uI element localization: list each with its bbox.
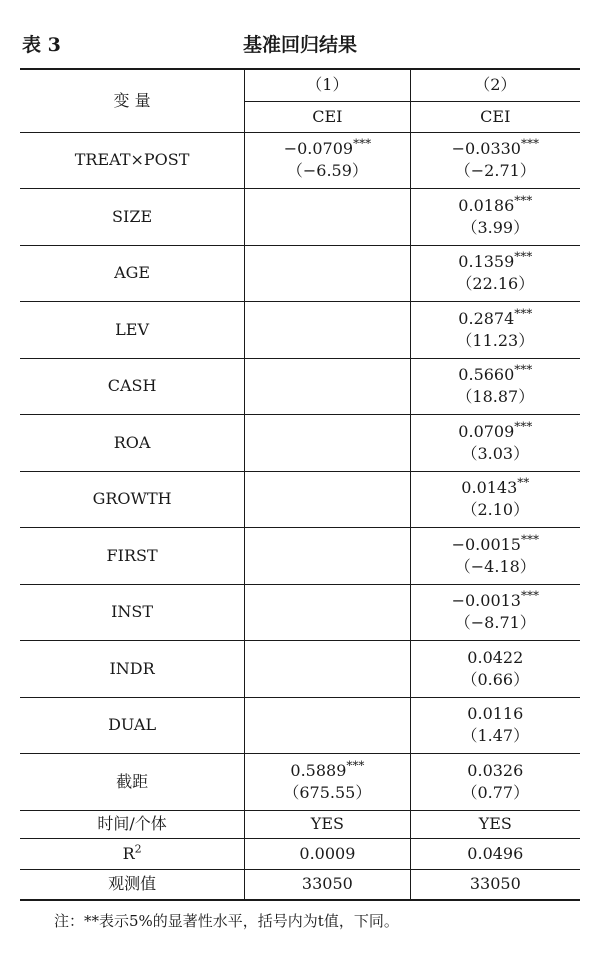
coefficient <box>411 421 580 443</box>
estimate-cell-c1 <box>245 302 410 359</box>
significance-stars: *** <box>520 588 539 603</box>
coefficient-value: 0.0709 <box>458 421 515 441</box>
significance-stars: *** <box>520 136 539 151</box>
fixed-effects-row <box>20 810 580 838</box>
table-row <box>20 528 580 585</box>
estimate-cell-c2 <box>410 302 580 359</box>
variable-name: 截距 <box>20 754 245 811</box>
dep-var-2: CEI <box>410 101 580 132</box>
coefficient <box>411 138 580 160</box>
significance-stars: *** <box>520 532 539 547</box>
header-row-1 <box>20 69 580 101</box>
estimate-cell-c2 <box>410 697 580 754</box>
significance-stars: *** <box>353 136 372 151</box>
variable-name: CASH <box>20 358 245 415</box>
coefficient-value: −0.0709 <box>283 139 354 159</box>
table-row <box>20 302 580 359</box>
estimate-cell-c1 <box>245 189 410 246</box>
estimate-cell-c1 <box>245 415 410 472</box>
estimate-cell-c2 <box>410 132 580 189</box>
table-number: 表 3 <box>22 34 61 56</box>
r2-label-base: R <box>122 843 135 863</box>
significance-stars: *** <box>514 249 533 264</box>
coefficient <box>411 195 580 217</box>
coefficient-value: 0.5660 <box>458 365 515 385</box>
table-note: 注：**表示5%的显著性水平，括号内为t值，下同。 <box>54 912 399 930</box>
coefficient-value: 0.2874 <box>458 308 515 328</box>
estimate-cell-c2 <box>410 641 580 698</box>
r2-col1: 0.0009 <box>245 838 410 869</box>
estimate-cell-c2 <box>410 358 580 415</box>
estimate-cell-c1 <box>245 132 410 189</box>
significance-stars: *** <box>346 758 365 773</box>
variable-name: FIRST <box>20 528 245 585</box>
r2-row <box>20 838 580 869</box>
coefficient <box>411 251 580 273</box>
coefficient <box>245 760 409 782</box>
coefficient-value: 0.5889 <box>290 760 347 780</box>
variable-name: DUAL <box>20 697 245 754</box>
dep-var-1: CEI <box>245 101 410 132</box>
fixed-effects-col1: YES <box>245 810 410 838</box>
coefficient-value: −0.0330 <box>451 139 521 159</box>
coefficient-value: 0.0143 <box>461 478 518 498</box>
estimate-cell-c2 <box>410 471 580 528</box>
t-statistic: （−8.71） <box>454 613 536 633</box>
coefficient-value: −0.0013 <box>451 591 521 611</box>
t-statistic: （675.55） <box>283 782 372 802</box>
t-statistic: （2.10） <box>461 500 530 520</box>
table-row <box>20 641 580 698</box>
coefficient <box>411 590 580 612</box>
fixed-effects-col2: YES <box>410 810 580 838</box>
coefficient <box>411 703 580 725</box>
coefficient-value: 0.0326 <box>467 760 524 780</box>
t-statistic: （22.16） <box>456 274 535 294</box>
coefficient <box>411 760 580 782</box>
table-row <box>20 415 580 472</box>
coefficient <box>411 477 580 499</box>
coefficient-value: 0.1359 <box>458 252 515 272</box>
significance-stars: *** <box>514 419 533 434</box>
variable-name: GROWTH <box>20 471 245 528</box>
coefficient <box>411 364 580 386</box>
obs-row <box>20 869 580 900</box>
t-statistic: （3.99） <box>461 217 530 237</box>
variable-name: LEV <box>20 302 245 359</box>
significance-stars: *** <box>514 193 533 208</box>
estimate-cell-c2 <box>410 528 580 585</box>
significance-stars: *** <box>514 362 533 377</box>
variable-name: ROA <box>20 415 245 472</box>
t-statistic: （0.77） <box>461 782 530 802</box>
estimate-cell-c2 <box>410 754 580 811</box>
coefficient <box>411 534 580 556</box>
coefficient <box>411 647 580 669</box>
t-statistic: （0.66） <box>461 669 530 689</box>
obs-col2: 33050 <box>410 869 580 900</box>
table-row <box>20 584 580 641</box>
coefficient-value: 0.0186 <box>458 195 515 215</box>
estimate-cell-c1 <box>245 584 410 641</box>
table-row <box>20 132 580 189</box>
table-row <box>20 754 580 811</box>
table-title: 基准回归结果 <box>242 34 357 56</box>
t-statistic: （−2.71） <box>454 161 536 181</box>
coefficient-value: −0.0015 <box>451 534 521 554</box>
estimate-cell-c1 <box>245 528 410 585</box>
significance-stars: ** <box>517 475 530 490</box>
variable-name: TREAT×POST <box>20 132 245 189</box>
obs-col1: 33050 <box>245 869 410 900</box>
variable-name: SIZE <box>20 189 245 246</box>
r2-col2: 0.0496 <box>410 838 580 869</box>
table-caption <box>22 30 578 60</box>
table-row <box>20 471 580 528</box>
column-2-header: （2） <box>410 69 580 101</box>
variable-name: INST <box>20 584 245 641</box>
estimate-cell-c2 <box>410 189 580 246</box>
estimate-cell-c1 <box>245 358 410 415</box>
estimate-cell-c2 <box>410 245 580 302</box>
obs-label: 观测值 <box>20 869 245 900</box>
coefficient-rows <box>20 132 580 810</box>
significance-stars: *** <box>514 306 533 321</box>
t-statistic: （18.87） <box>456 387 535 407</box>
t-statistic: （11.23） <box>456 330 535 350</box>
estimate-cell-c2 <box>410 584 580 641</box>
variable-name: AGE <box>20 245 245 302</box>
estimate-cell-c2 <box>410 415 580 472</box>
r2-label <box>20 838 245 869</box>
estimate-cell-c1 <box>245 641 410 698</box>
r2-label-sup: 2 <box>134 842 142 856</box>
column-1-header: （1） <box>245 69 410 101</box>
regression-table <box>20 68 580 901</box>
table-row <box>20 189 580 246</box>
t-statistic: （−4.18） <box>454 556 536 576</box>
estimate-cell-c1 <box>245 697 410 754</box>
estimate-cell-c1 <box>245 471 410 528</box>
coefficient <box>245 138 409 160</box>
coefficient-value: 0.0422 <box>467 647 524 667</box>
table-row <box>20 358 580 415</box>
t-statistic: （3.03） <box>461 443 530 463</box>
fixed-effects-label: 时间/个体 <box>20 810 245 838</box>
variable-name: INDR <box>20 641 245 698</box>
table-row <box>20 245 580 302</box>
estimate-cell-c1 <box>245 245 410 302</box>
estimate-cell-c1 <box>245 754 410 811</box>
coefficient <box>411 308 580 330</box>
table-row <box>20 697 580 754</box>
coefficient-value: 0.0116 <box>467 704 524 724</box>
t-statistic: （1.47） <box>461 726 530 746</box>
variable-header: 变 量 <box>20 69 245 132</box>
t-statistic: （−6.59） <box>286 161 368 181</box>
